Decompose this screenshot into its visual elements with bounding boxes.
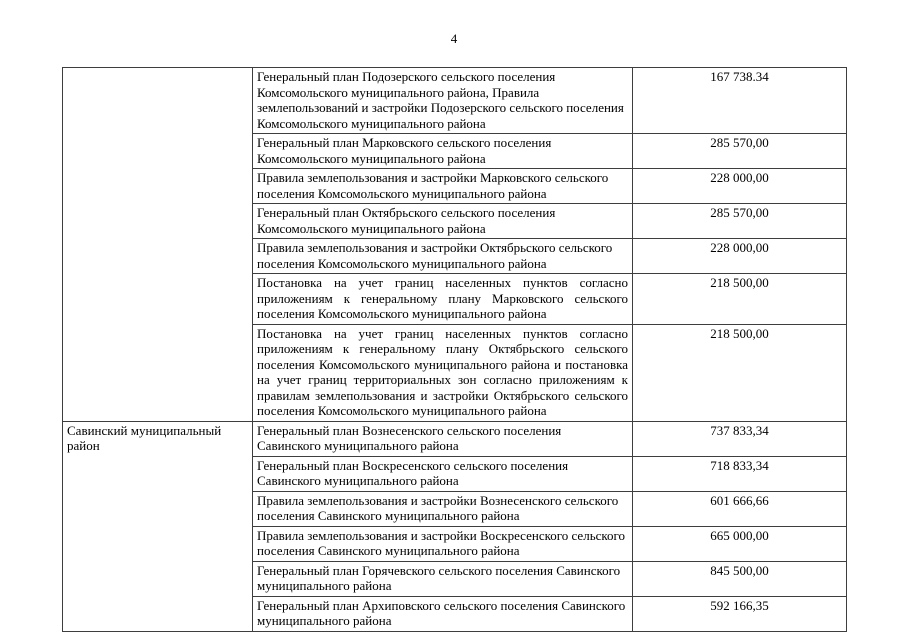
description-cell: Постановка на учет границ населенных пунктов согласно приложениям к генеральному плану Марковского сельского поселения Комсомольского муниципального района [253, 274, 633, 325]
description-cell: Генеральный план Горячевского сельского поселения Савинского муниципального района [253, 561, 633, 596]
amount-cell: 845 500,00 [633, 561, 847, 596]
table-body [63, 68, 847, 632]
table-row [63, 68, 847, 134]
district-cell: Савинский муниципальный район [63, 421, 253, 631]
amount-cell: 218 500,00 [633, 274, 847, 325]
amount-cell: 285 570,00 [633, 134, 847, 169]
description-cell: Генеральный план Архиповского сельского поселения Савинского муниципального района [253, 596, 633, 631]
description-cell: Генеральный план Воскресенского сельского поселения Савинского муниципального района [253, 456, 633, 491]
amount-cell: 228 000,00 [633, 169, 847, 204]
description-cell: Правила землепользования и застройки Марковского сельского поселения Комсомольского муниципального района [253, 169, 633, 204]
amount-cell: 718 833,34 [633, 456, 847, 491]
funding-table [62, 67, 847, 632]
amount-cell: 228 000,00 [633, 239, 847, 274]
amount-cell: 285 570,00 [633, 204, 847, 239]
page-number: 4 [450, 31, 458, 46]
amount-cell: 737 833,34 [633, 421, 847, 456]
amount-cell: 167 738.34 [633, 68, 847, 134]
district-cell [63, 68, 253, 422]
amount-cell: 218 500,00 [633, 324, 847, 421]
description-cell: Постановка на учет границ населенных пунктов согласно приложениям к генеральному плану Октябрьского сельского поселения Комсомольского муниципального района и постановка на учет границ территориальных зон согласно приложениям к правилам землепользования и застройки Октябрьского сельского поселения Комсомольского муниципального района [253, 324, 633, 421]
description-cell: Генеральный план Октябрьского сельского поселения Комсомольского муниципального района [253, 204, 633, 239]
amount-cell: 601 666,66 [633, 491, 847, 526]
amount-cell: 592 166,35 [633, 596, 847, 631]
description-cell: Правила землепользования и застройки Воскресенского сельского поселения Савинского муниципального района [253, 526, 633, 561]
description-cell: Генеральный план Марковского сельского поселения Комсомольского муниципального района [253, 134, 633, 169]
description-cell: Правила землепользования и застройки Октябрьского сельского поселения Комсомольского муниципального района [253, 239, 633, 274]
description-cell: Правила землепользования и застройки Вознесенского сельского поселения Савинского муниципального района [253, 491, 633, 526]
amount-cell: 665 000,00 [633, 526, 847, 561]
table-row [63, 421, 847, 456]
description-cell: Генеральный план Подозерского сельского поселения Комсомольского муниципального района, Правила землепользований и застройки Подозерского сельского поселения Комсомольского муниципального района [253, 68, 633, 134]
description-cell: Генеральный план Вознесенского сельского поселения Савинского муниципального района [253, 421, 633, 456]
